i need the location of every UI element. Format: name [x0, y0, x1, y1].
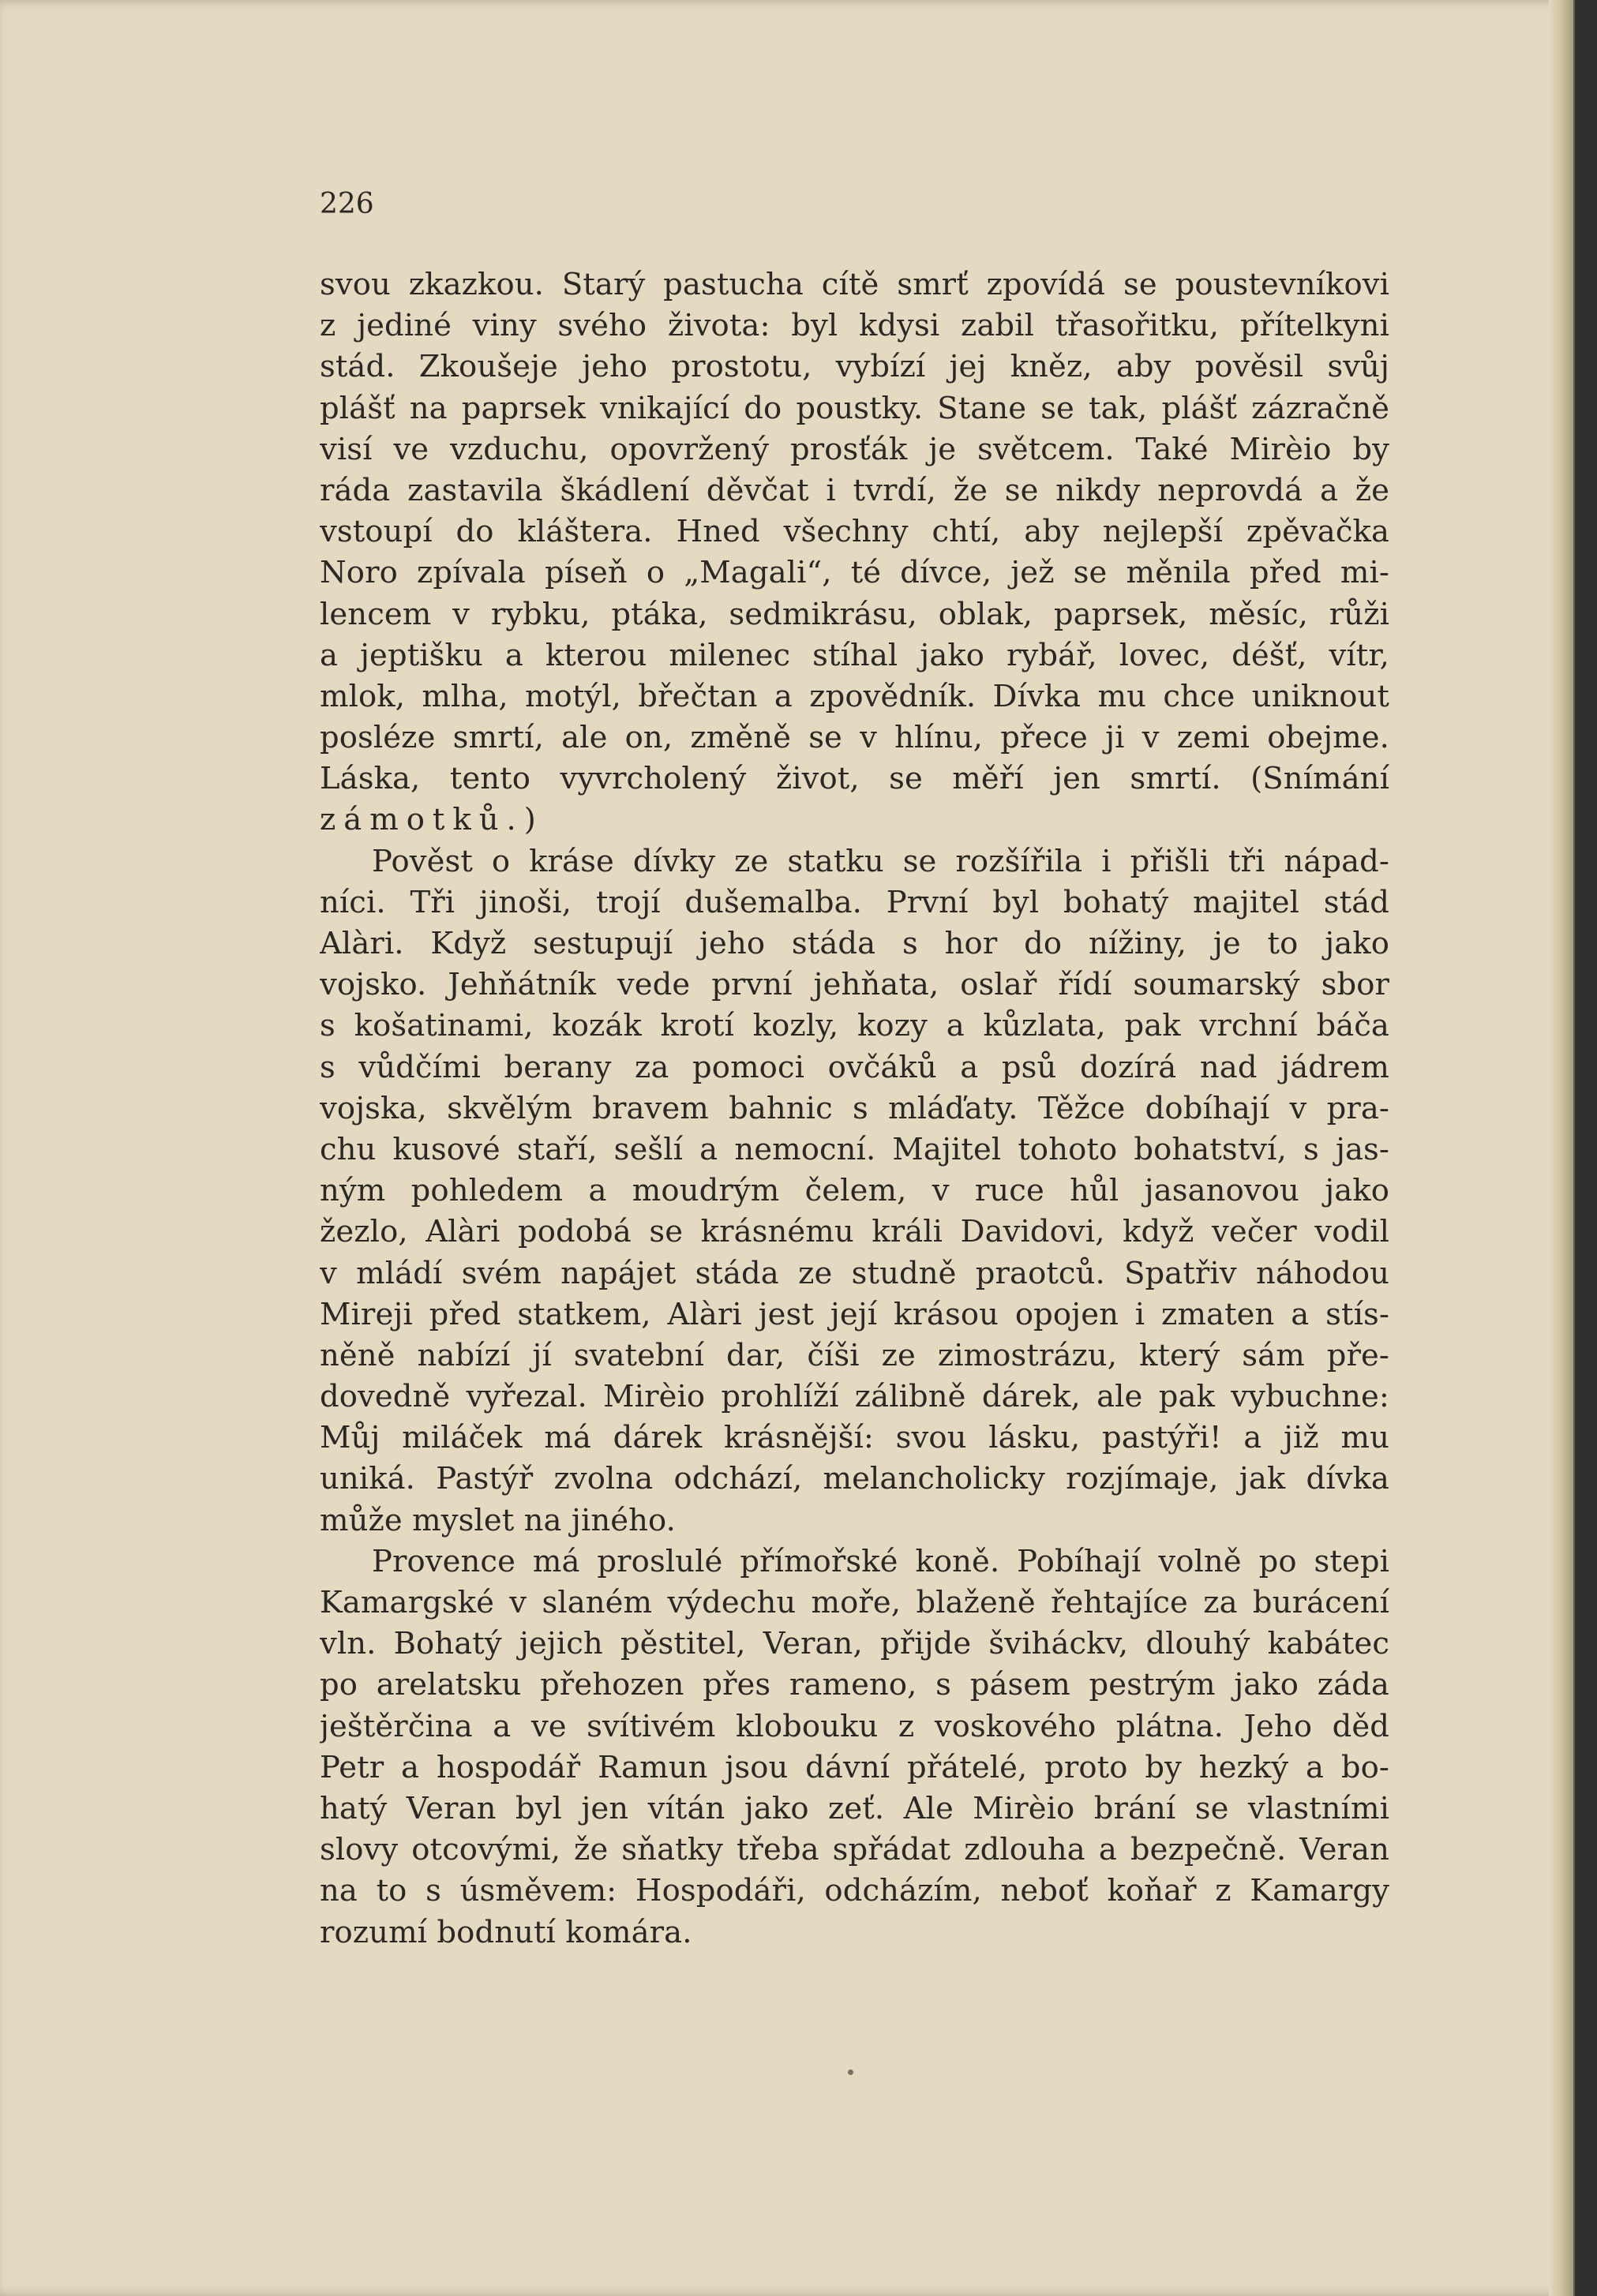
text-line: slovy otcovými, že sňatky třeba spřádat zdlouha a bezpečně. Veran — [320, 1832, 1389, 1868]
paragraph-first-line: Provence má proslulé přímořské koně. Pobíhají volně po stepi — [372, 1543, 1389, 1579]
body-text — [320, 264, 1389, 1953]
paragraph-first-line: Pověst o kráse dívky ze statku se rozšířila i přišli tři nápad- — [372, 843, 1389, 879]
text-line: Petr a hospodář Ramun jsou dávní přátelé, proto by hezký a bo- — [320, 1749, 1389, 1785]
text-line: Noro zpívala píseň o „Magali“, té dívce, jež se měnila před mi- — [320, 555, 1389, 591]
text-line: s košatinami, kozák krotí kozly, kozy a kůzlata, pak vrchní báča — [320, 1008, 1389, 1044]
text-line: Kamargské v slaném výdechu moře, blaženě řehtajíce za burácení — [320, 1585, 1389, 1620]
print-speck — [848, 2069, 853, 2075]
text-line: na to s úsměvem: Hospodáři, odcházím, neboť koňař z Kamargy — [320, 1873, 1389, 1909]
text-line: žezlo, Alàri podobá se krásnému králi Davidovi, když večer vodil — [320, 1214, 1389, 1250]
text-line: v mládí svém napájet stáda ze studně praotců. Spatřiv náhodou — [320, 1255, 1389, 1291]
text-line: z jediné viny svého života: byl kdysi zabil třasořitku, přítelkyni — [320, 308, 1389, 344]
text-line: hatý Veran byl jen vítán jako zeť. Ale Mirèio brání se vlastními — [320, 1790, 1389, 1826]
paragraph-last-line: rozumí bodnutí komára. — [320, 1914, 692, 1950]
text-line: vojsko. Jehňátník vede první jehňata, oslař řídí soumarský sbor — [320, 967, 1389, 1003]
paragraph-last-line: může myslet na jiného. — [320, 1502, 676, 1538]
text-line: lencem v rybku, ptáka, sedmikrásu, oblak, paprsek, měsíc, růži — [320, 596, 1389, 632]
text-line: dovedně vyřezal. Mirèio prohlíží zálibně dárek, ale pak vybuchne: — [320, 1379, 1389, 1415]
text-line: Alàri. Když sestupují jeho stáda s hor do nížiny, je to jako — [320, 926, 1389, 961]
text-line: stád. Zkoušeje jeho prostotu, vybízí jej kněz, aby pověsil svůj — [320, 349, 1389, 385]
text-line: chu kusové staří, sešlí a nemocní. Majitel tohoto bohatství, s jas- — [320, 1131, 1389, 1167]
text-line: vln. Bohatý jejich pěstitel, Veran, přijde šviháckv, dlouhý kabátec — [320, 1626, 1389, 1662]
text-line: uniká. Pastýř zvolna odchází, melancholicky rozjímaje, jak dívka — [320, 1461, 1389, 1497]
text-line: plášť na paprsek vnikající do poustky. Stane se tak, plášť zázračně — [320, 390, 1389, 426]
text-line: s vůdčími berany za pomoci ovčáků a psů dozírá nad jádrem — [320, 1049, 1389, 1085]
text-line: Můj miláček má dárek krásnější: svou lásku, pastýři! a již mu — [320, 1420, 1389, 1456]
text-line: zámotků.) — [320, 802, 544, 838]
text-line: svou zkazkou. Starý pastucha cítě smrť zpovídá se poustevníkovi — [320, 267, 1389, 302]
text-line: Mireji před statkem, Alàri jest její krásou opojen i zmaten a stís- — [320, 1296, 1389, 1332]
scan-background — [1575, 0, 1597, 2296]
text-line: visí ve vzduchu, opovržený prosťák je světcem. Také Mirèio by — [320, 431, 1389, 467]
text-line: ným pohledem a moudrým čelem, v ruce hůl jasanovou jako — [320, 1173, 1389, 1209]
text-line: níci. Tři jinoši, trojí dušemalba. První byl bohatý majitel stád — [320, 884, 1389, 920]
text-line: Láska, tento vyvrcholený život, se měří jen smrtí. (Snímání — [320, 761, 1389, 797]
text-line: ještěrčina a ve svítivém klobouku z voskového plátna. Jeho děd — [320, 1708, 1389, 1744]
text-line: posléze smrtí, ale on, změně se v hlínu, přece ji v zemi obejme. — [320, 720, 1389, 756]
page-edge-shadow — [1549, 0, 1573, 2296]
text-line: po arelatsku přehozen přes rameno, s pásem pestrým jako záda — [320, 1667, 1389, 1703]
page-number: 226 — [320, 188, 374, 220]
text-line: a jeptišku a kterou milenec stíhal jako rybář, lovec, déšť, vítr, — [320, 637, 1389, 673]
text-line: vojska, skvělým bravem bahnic s mláďaty. Těžce dobíhají v pra- — [320, 1090, 1389, 1126]
text-line: něně nabízí jí svatební dar, číši ze zimostrázu, který sám pře- — [320, 1337, 1389, 1373]
text-line: vstoupí do kláštera. Hned všechny chtí, aby nejlepší zpěvačka — [320, 514, 1389, 550]
text-line: ráda zastavila škádlení děvčat i tvrdí, že se nikdy neprovdá a že — [320, 472, 1389, 508]
text-line: mlok, mlha, motýl, břečtan a zpovědník. Dívka mu chce uniknout — [320, 678, 1389, 714]
